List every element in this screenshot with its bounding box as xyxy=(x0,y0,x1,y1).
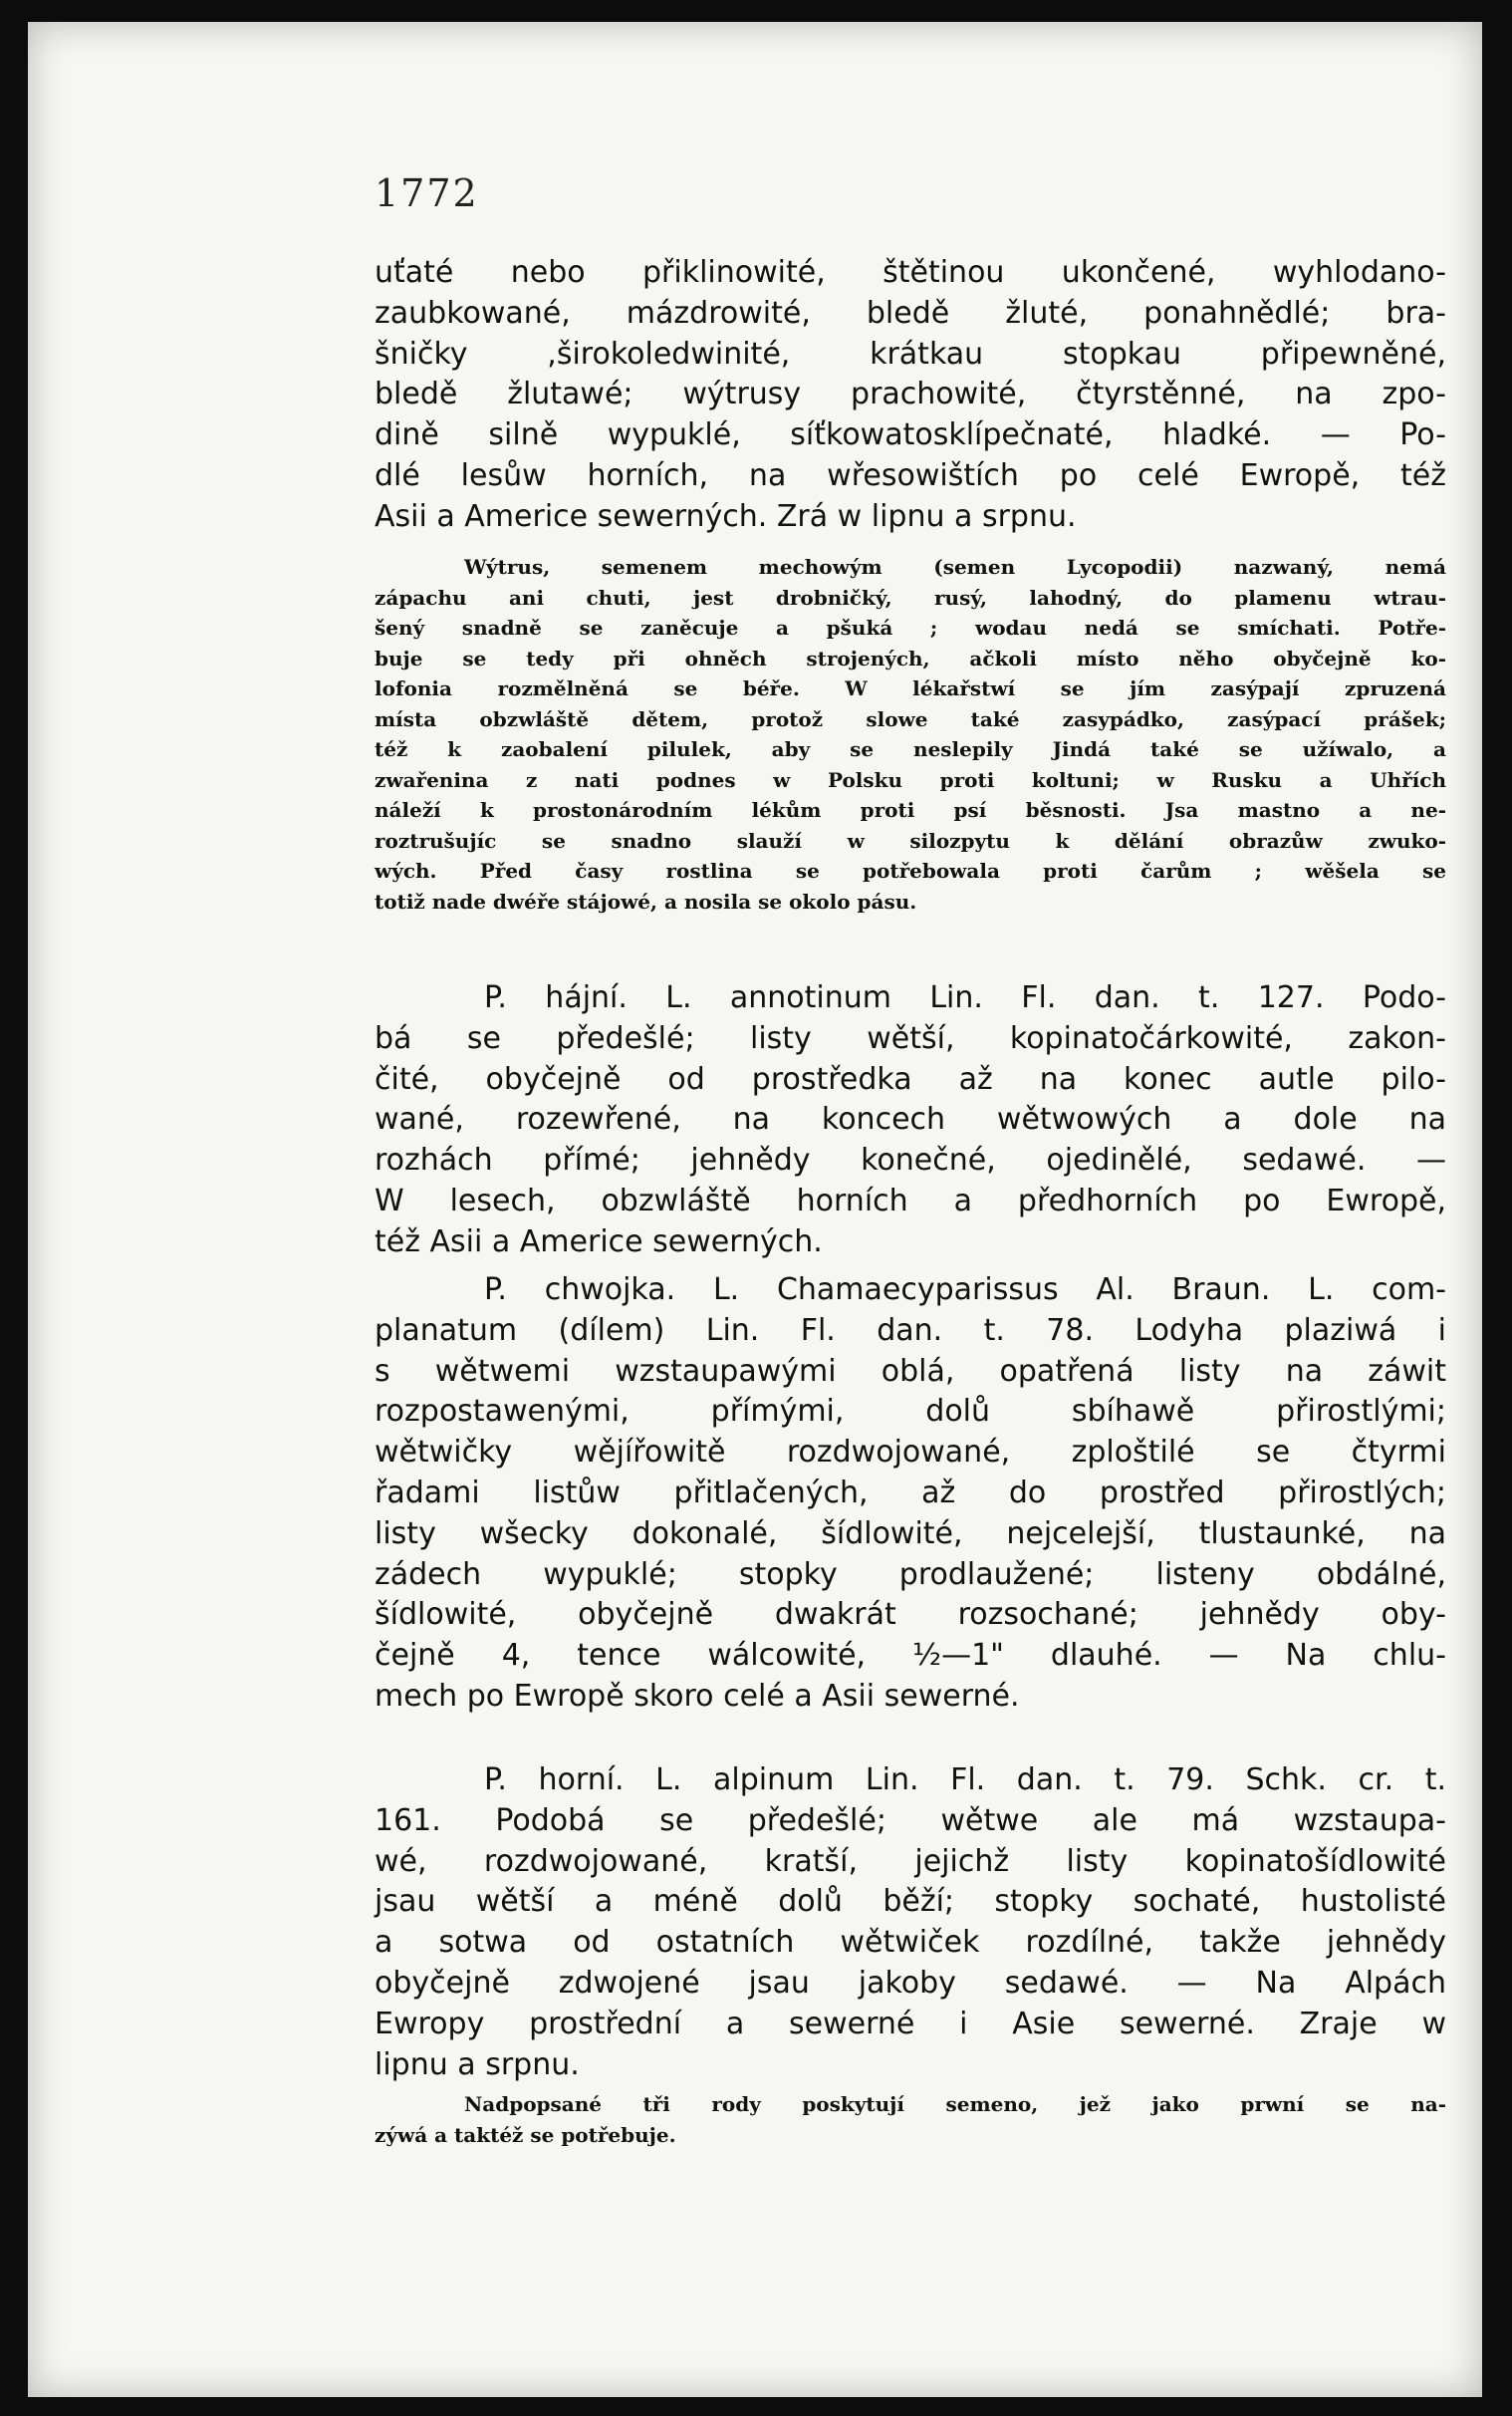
text-line: dlé lesůw horních, na wřesowištích po celé Ewropě, též xyxy=(375,457,1446,493)
text-line: šený snadně se zaněcuje a pšuká ; wodau nedá se smíchati. Potře- xyxy=(375,616,1446,640)
text-line: P. hájní. L. annotinum Lin. Fl. dan. t. 127. Podo- xyxy=(484,980,1446,1015)
text-line: obyčejně zdwojené jsau jakoby sedawé. — Na Alpách xyxy=(375,1965,1446,2001)
text-line: wých. Před časy rostlina se potřebowala proti čarům ; wěšela se xyxy=(375,859,1446,883)
text-line: uťaté nebo přiklinowité, štětinou ukončené, wyhlodano- xyxy=(375,255,1446,290)
text-line: s wětwemi wzstaupawými oblá, opatřená listy na záwit xyxy=(375,1353,1446,1389)
paragraph-note-spores xyxy=(375,552,1446,917)
text-line: P. horní. L. alpinum Lin. Fl. dan. t. 79. Schk. cr. t. xyxy=(484,1762,1446,1797)
paragraph-annotinum xyxy=(375,978,1446,1263)
text-line: šídlowité, obyčejně dwakrát rozsochané; jehnědy oby- xyxy=(375,1597,1446,1633)
text-line: Nadpopsané tři rody poskytují semeno, jež jako prwní se na- xyxy=(464,2092,1446,2116)
text-line: Ewropy prostřední a sewerné i Asie sewerné. Zraje w xyxy=(375,2006,1446,2041)
text-line: zwařenina z nati podnes w Polsku proti koltuni; w Rusku a Uhřích xyxy=(375,767,1446,792)
text-line: lipnu a srpnu. xyxy=(375,2046,580,2082)
text-line: wané, rozewřené, na koncech wětwowých a dole na xyxy=(375,1102,1446,1138)
text-line: jsau wětší a méně dolů běží; stopky sochaté, hustolisté xyxy=(375,1884,1446,1920)
text-line: planatum (dílem) Lin. Fl. dan. t. 78. Lodyha plaziwá i xyxy=(375,1312,1446,1348)
text-line: wětwičky wějířowitě rozdwojowané, zploštilé se čtyrmi xyxy=(375,1435,1446,1471)
text-line: též Asii a Americe sewerných. xyxy=(375,1223,823,1259)
text-line: čejně 4, tence wálcowité, ½—1" dlauhé. — Na chlu- xyxy=(375,1638,1446,1674)
text-line: wé, rozdwojowané, kratší, jejichž listy kopinatošídlowité xyxy=(375,1843,1446,1879)
text-line: Wýtrus, semenem mechowým (semen Lycopodii) nazwaný, nemá xyxy=(464,555,1446,579)
text-line: místa obzwláště dětem, protož slowe také zasypádko, zasýpací prášek; xyxy=(375,706,1446,731)
page-number: 1772 xyxy=(375,171,479,215)
paragraph-closing-note xyxy=(375,2089,1446,2150)
text-line: W lesech, obzwláště horních a předhorních po Ewropě, xyxy=(375,1183,1446,1218)
text-line: zýwá a taktéž se potřebuje. xyxy=(375,2122,676,2147)
text-line: zádech wypuklé; stopky prodlaužené; listeny obdálné, xyxy=(375,1556,1446,1592)
text-line: zápachu ani chuti, jest drobničký, rusý, lahodný, do plamenu wtrau- xyxy=(375,585,1446,610)
text-line: Asii a Americe sewerných. Zrá w lipnu a srpnu. xyxy=(375,498,1077,534)
text-line: buje se tedy při ohněch strojených, ačkoli místo něho obyčejně ko- xyxy=(375,646,1446,671)
text-line: totiž nade dwéře stájowé, a nosila se okolo pásu. xyxy=(375,889,917,914)
text-line: bledě žlutawé; wýtrusy prachowité, čtyrstěnné, na zpo- xyxy=(375,377,1446,412)
text-line: a sotwa od ostatních wětwiček rozdílné, takže jehnědy xyxy=(375,1925,1446,1961)
text-line: dině silně wypuklé, síťkowatosklípečnaté, hladké. — Po- xyxy=(375,417,1446,453)
text-line: listy wšecky dokonalé, šídlowité, nejcelejší, tlustaunké, na xyxy=(375,1515,1446,1551)
text-line: rozhách přímé; jehnědy konečné, ojedinělé, sedawé. — xyxy=(375,1143,1446,1179)
text-line: roztrušujíc se snadno slauží w silozpytu k dělání obrazůw zwuko- xyxy=(375,828,1446,853)
text-line: též k zaobalení pilulek, aby se neslepily Jindá také se užíwalo, a xyxy=(375,737,1446,761)
paragraph-alpinum xyxy=(375,1760,1446,2085)
text-line: bá se předešlé; listy wětší, kopinatočárkowité, zakon- xyxy=(375,1020,1446,1056)
scanned-page xyxy=(28,22,1482,2397)
paragraph-continuation xyxy=(375,253,1446,538)
text-line: zaubkowané, mázdrowité, bledě žluté, ponahnědlé; bra- xyxy=(375,295,1446,331)
paragraph-chamaecyparissus xyxy=(375,1270,1446,1718)
text-line: řadami listůw přitlačených, až do prostřed přirostlých; xyxy=(375,1475,1446,1510)
text-line: P. chwojka. L. Chamaecyparissus Al. Braun. L. com- xyxy=(484,1272,1446,1307)
text-line: náleží k prostonárodním lékům proti psí běsnosti. Jsa mastno a ne- xyxy=(375,798,1446,822)
text-line: šničky ,širokoledwinité, krátkau stopkau připewněné, xyxy=(375,336,1446,372)
text-line: mech po Ewropě skoro celé a Asii sewerné. xyxy=(375,1678,1020,1714)
text-line: lofonia rozmělněná se béře. W lékařstwí se jím zasýpají zpruzená xyxy=(375,676,1446,700)
text-line: čité, obyčejně od prostředka až na konec autle pilo- xyxy=(375,1061,1446,1097)
text-line: rozpostawenými, přímými, dolů sbíhawě přirostlými; xyxy=(375,1394,1446,1430)
text-line: 161. Podobá se předešlé; wětwe ale má wzstaupa- xyxy=(375,1802,1446,1838)
